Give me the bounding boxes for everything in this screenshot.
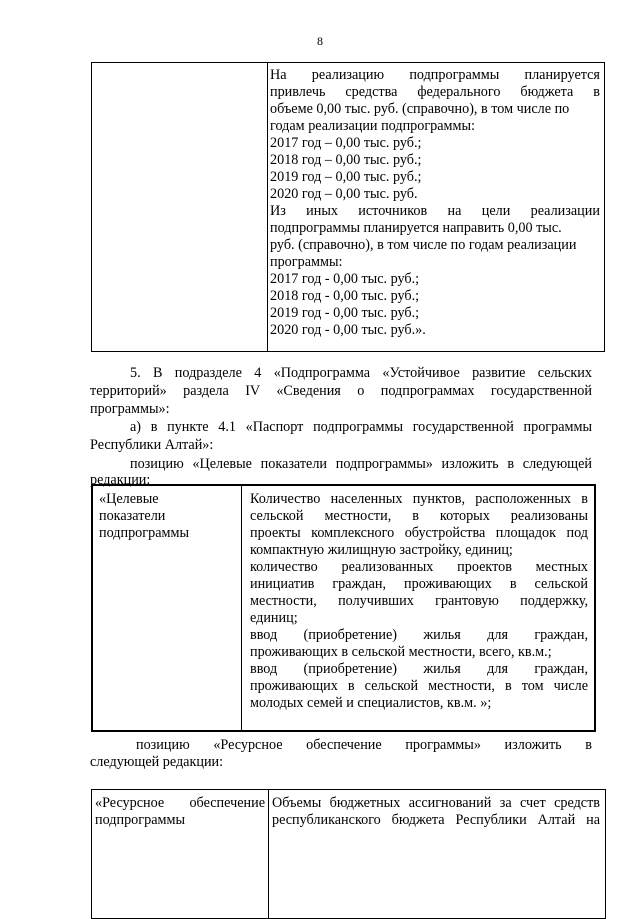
t2-right-line: инициатив граждан, проживающих в сельской	[250, 576, 588, 592]
funding-table-left-cell	[92, 63, 269, 351]
paragraph-pos2-line: позицию «Ресурсное обеспечение программы» изложить в	[136, 737, 592, 753]
paragraph-5-line	[90, 383, 592, 400]
t1-line: 2018 год – 0,00 тыс. руб.;	[270, 152, 422, 168]
t2-left-line: «Целевые	[99, 491, 159, 507]
t1-line: 2017 год - 0,00 тыс. руб.;	[270, 271, 420, 287]
t2-right-line: ввод (приобретение) жилья для граждан,	[250, 627, 588, 643]
t3-right-line: республиканского бюджета Республики Алтай на	[272, 812, 600, 828]
t1-line: объеме 0,00 тыс. руб. (справочно), в том числе по	[270, 101, 570, 117]
t2-right-line: единиц;	[250, 610, 298, 626]
t1-line: Из иных источников на цели реализации	[270, 203, 600, 219]
t2-right-line: компактную жилищную застройку, единиц;	[250, 542, 513, 558]
t1-line: подпрограммы планируется направить 0,00 тыс.	[270, 220, 562, 236]
target-indicators-left-cell	[93, 486, 241, 730]
target-indicators-right-cell	[241, 486, 594, 730]
t2-right-line: проекты комплексного обустройства площадок под	[250, 525, 588, 541]
paragraph-5-line	[130, 365, 592, 382]
t2-right-line: сельской местности, в которых реализованы	[250, 508, 588, 524]
t1-line: 2017 год – 0,00 тыс. руб.;	[270, 135, 422, 151]
resource-support-table	[91, 789, 606, 919]
t1-line: На реализацию подпрограммы планируется	[270, 67, 600, 83]
t2-right-line: количество реализованных проектов местных	[250, 559, 588, 575]
paragraph-pos1-line: позицию «Целевые показатели подпрограммы» изложить в следующей	[130, 456, 592, 472]
t1-line: 2019 год – 0,00 тыс. руб.;	[270, 169, 422, 185]
t2-right-line: местности, получивших грантовую поддержку,	[250, 593, 588, 609]
paragraph-5-line: программы»:	[90, 401, 170, 417]
t1-line: 2018 год - 0,00 тыс. руб.;	[270, 288, 420, 304]
t1-line: 2019 год - 0,00 тыс. руб.;	[270, 305, 420, 321]
resource-support-left-cell	[92, 790, 270, 918]
t3-right-line: Объемы бюджетных ассигнований за счет средств	[272, 795, 600, 811]
resource-support-right-cell	[268, 790, 605, 918]
funding-table-right-cell	[267, 63, 604, 351]
t2-left-line: показатели	[99, 508, 166, 524]
t3-left-line: «Ресурсное обеспечение	[95, 795, 265, 811]
t3-left-line: подпрограммы	[95, 812, 185, 828]
t1-line: программы:	[270, 254, 343, 270]
t2-right-line: проживающих в сельской местности, всего, кв.м.;	[250, 644, 552, 660]
t2-left-line: подпрограммы	[99, 525, 189, 541]
target-indicators-table	[91, 484, 596, 732]
paragraph-a-line: а) в пункте 4.1 «Паспорт подпрограммы государственной программы	[130, 419, 592, 435]
p5-l1: 5. В подразделе 4 «Подпрограмма «Устойчивое развитие сельских	[130, 365, 592, 381]
t1-line: годам реализации подпрограммы:	[270, 118, 475, 134]
t2-right-line: молодых семей и специалистов, кв.м. »;	[250, 695, 492, 711]
paragraph-a-line: Республики Алтай»:	[90, 437, 214, 453]
page-number: 8	[317, 34, 323, 48]
paragraph-pos1-line: редакции:	[90, 472, 151, 488]
paragraph-pos2-line: следующей редакции:	[90, 754, 224, 770]
p5-l2: территорий» раздела IV «Сведения о подпрограммах государственной	[90, 383, 592, 399]
t1-line: привлечь средства федерального бюджета в	[270, 84, 600, 100]
t2-right-line: Количество населенных пунктов, расположенных в	[250, 491, 588, 507]
t2-right-line: проживающих в сельской местности, в том числе	[250, 678, 588, 694]
t2-right-line: ввод (приобретение) жилья для граждан,	[250, 661, 588, 677]
t1-line: 2020 год – 0,00 тыс. руб.	[270, 186, 418, 202]
funding-table	[91, 62, 605, 352]
t1-line: руб. (справочно), в том числе по годам реализации	[270, 237, 577, 253]
t1-line: 2020 год - 0,00 тыс. руб.».	[270, 322, 426, 338]
